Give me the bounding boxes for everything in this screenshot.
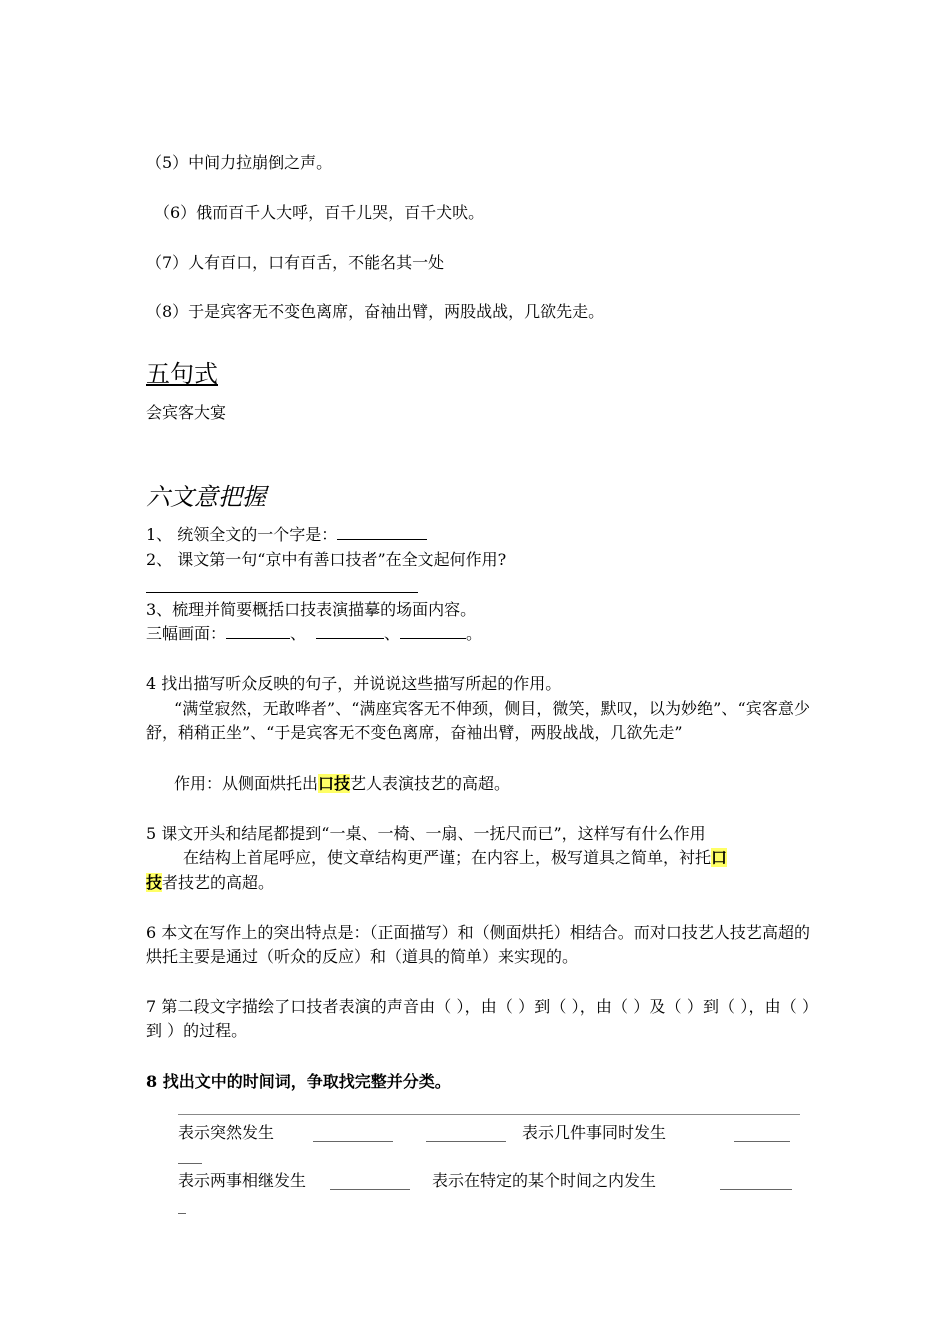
category-simultaneous-trail: _______: [734, 1123, 790, 1142]
question-3-scenes: [146, 622, 482, 646]
question-1-text: 1、 统领全文的一个字是：: [146, 525, 338, 544]
question-8: 8 找出文中的时间词，争取找完整并分类。: [146, 1072, 451, 1091]
highlight-kouji: 口技: [318, 774, 351, 793]
separator: 、: [384, 624, 401, 643]
category-sudden: 表示突然发生: [178, 1123, 275, 1142]
category-within-time-trail: _________: [720, 1171, 792, 1190]
question-5-answer: [183, 846, 727, 870]
answer-post: 者技艺的高超。: [162, 873, 275, 892]
separator: 、: [290, 624, 307, 643]
question-1: [146, 523, 427, 547]
category-successive-blank: __________: [330, 1171, 410, 1190]
category-successive: 表示两事相继发生: [178, 1171, 307, 1190]
effect-pre: 作用：从侧面烘托出: [174, 774, 319, 793]
answer-blank: [337, 525, 427, 540]
section-5-text: 会宾客大宴: [146, 403, 227, 422]
separator-line: [178, 1114, 800, 1115]
category-simultaneous-blank: __________: [426, 1123, 506, 1142]
highlight-kou: 口: [711, 848, 728, 867]
sentence-6: （6）俄而百千人大呼，百千儿哭，百千犬吠。: [154, 203, 485, 222]
category-simultaneous: 表示几件事同时发生: [522, 1123, 667, 1142]
answer-line: [146, 592, 418, 593]
category-within-time: 表示在特定的某个时间之内发生: [432, 1171, 657, 1190]
question-5: 5 课文开头和结尾都提到“一桌、一椅、一扇、一抚尺而已”，这样写有什么作用: [146, 824, 706, 843]
answer-blank: [226, 624, 290, 639]
scenes-label: 三幅画面：: [146, 624, 227, 643]
question-3: 3、梳理并简要概括口技表演描摹的场面内容。: [146, 600, 477, 619]
question-6: 6 本文在写作上的突出特点是：（正面描写）和（侧面烘托）相结合。而对口技艺人技艺高超的烘托主要是通过（听众的反应）和（道具的简单）来实现的。: [146, 923, 810, 966]
sentence-5: （5）中间力拉崩倒之声。: [146, 153, 333, 172]
answer-blank: [316, 624, 384, 639]
answer-pre: 在结构上首尾呼应，使文章结构更严谨；在内容上，极写道具之简单，衬托: [183, 848, 712, 867]
question-7: 7 第二段文字描绘了口技者表演的声音由（ ），由（ ）到（ ），由（ ）及（ ）到（ ），由（ ）到 ）的过程。: [146, 997, 810, 1040]
category-sudden-blank: __________: [313, 1123, 393, 1142]
category-simultaneous-wrap: ___: [178, 1145, 202, 1164]
period: 。: [466, 624, 483, 643]
category-within-time-wrap: _: [178, 1195, 186, 1214]
sentence-7: （7）人有百口，口有百舌，不能名其一处: [146, 253, 445, 272]
question-4: 4 找出描写听众反映的句子，并说说这些描写所起的作用。: [146, 674, 562, 693]
question-4-effect: [174, 772, 510, 796]
section-5-title: 五句式: [146, 360, 218, 388]
sentence-8: （8）于是宾客无不变色离席，奋袖出臂，两股战战，几欲先走。: [146, 302, 605, 321]
question-2: 2、 课文第一句“京中有善口技者”在全文起何作用?: [146, 550, 507, 569]
effect-post: 艺人表演技艺的高超。: [350, 774, 511, 793]
section-6-title: 六文意把握: [146, 483, 266, 511]
question-5-answer-cont: [146, 871, 274, 895]
answer-blank: [400, 624, 466, 639]
highlight-ji: 技: [146, 873, 163, 892]
question-4-answer: “满堂寂然，无敢哗者”、“满座宾客无不伸颈，侧目，微笑，默叹，以为妙绝”、“宾客意少舒，稍稍正坐”、“于是宾客无不变色离席，奋袖出臂，两股战战，几欲先走”: [146, 699, 810, 742]
